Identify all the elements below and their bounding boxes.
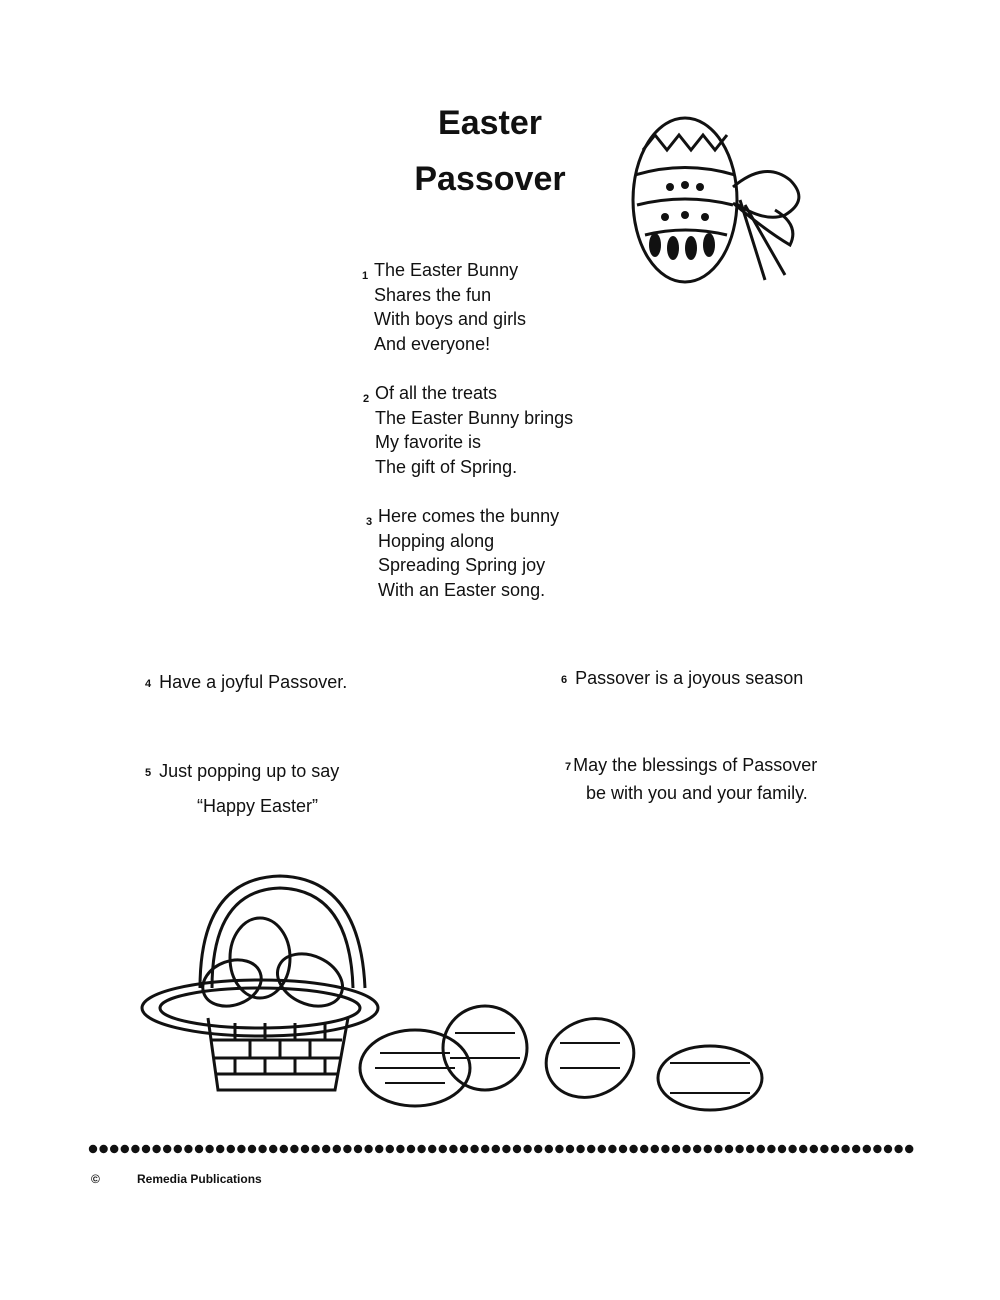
divider-dot	[820, 1145, 828, 1153]
verse-line: Shares the fun	[374, 284, 492, 305]
divider-dot	[566, 1145, 574, 1153]
divider-dot	[523, 1145, 531, 1153]
verse-2	[363, 381, 574, 479]
verse-number: 3	[366, 516, 373, 528]
divider-dot	[152, 1145, 160, 1153]
divider-dot	[788, 1145, 796, 1153]
divider-dot	[502, 1145, 510, 1153]
divider-dot	[269, 1145, 277, 1153]
divider-dot	[99, 1145, 107, 1153]
divider-dot	[470, 1145, 478, 1153]
divider-dot	[333, 1145, 341, 1153]
divider-dot	[131, 1145, 139, 1153]
message-7	[565, 753, 817, 806]
divider-dot	[555, 1145, 563, 1153]
divider-dot	[142, 1145, 150, 1153]
divider-dot	[587, 1145, 595, 1153]
divider-dot	[205, 1145, 213, 1153]
divider-dot	[651, 1145, 659, 1153]
verse-line: Spreading Spring joy	[378, 555, 546, 575]
divider-dot	[735, 1145, 743, 1153]
message-5	[145, 759, 339, 819]
divider-dot	[841, 1145, 849, 1153]
divider-dot	[258, 1145, 266, 1153]
verse-line: With an Easter song.	[378, 579, 546, 600]
divider-dot	[831, 1145, 839, 1153]
divider-dot	[534, 1145, 542, 1153]
divider-dot	[714, 1145, 722, 1153]
message-number: 5	[145, 767, 152, 779]
divider-dot	[428, 1145, 436, 1153]
message-number: 6	[561, 674, 568, 686]
divider-dot	[863, 1145, 871, 1153]
message-line: May the blessings of Passover	[573, 755, 818, 775]
verse-3	[366, 504, 560, 602]
message-line: Have a joyful Passover.	[159, 672, 348, 692]
divider-dot	[248, 1145, 256, 1153]
verse-line: Hopping along	[378, 530, 495, 551]
divider-dot	[672, 1145, 680, 1153]
divider-dot	[89, 1145, 97, 1153]
divider-dot	[301, 1145, 309, 1153]
divider-dot	[407, 1145, 415, 1153]
divider-dot	[322, 1145, 330, 1153]
message-number: 4	[145, 678, 152, 690]
verse-number: 1	[362, 270, 369, 282]
divider-dot	[513, 1145, 521, 1153]
divider-dot	[417, 1145, 425, 1153]
divider-dot	[873, 1145, 881, 1153]
divider-dot	[884, 1145, 892, 1153]
divider-dot	[163, 1145, 171, 1153]
verse-number: 2	[363, 393, 370, 405]
title-passover: Passover	[414, 160, 566, 198]
verse-line: With boys and girls	[374, 309, 527, 329]
divider-dot	[195, 1145, 203, 1153]
copyright-symbol: ©	[91, 1172, 100, 1186]
divider-dot	[693, 1145, 701, 1153]
divider-dot	[174, 1145, 182, 1153]
message-line: Just popping up to say	[159, 761, 340, 781]
divider-dot	[757, 1145, 765, 1153]
divider-dot	[810, 1145, 818, 1153]
message-6	[561, 666, 803, 694]
divider-dot	[640, 1145, 648, 1153]
divider-dot	[608, 1145, 616, 1153]
message-line: be with you and your family.	[586, 783, 808, 803]
divider-dot	[481, 1145, 489, 1153]
divider-dot	[799, 1145, 807, 1153]
verse-line: Here comes the bunny	[378, 506, 560, 526]
divider-dot	[576, 1145, 584, 1153]
divider-dot	[184, 1145, 192, 1153]
verse-line: The gift of Spring.	[375, 456, 518, 477]
verse-line: The Easter Bunny brings	[375, 407, 574, 428]
divider-dot	[629, 1145, 637, 1153]
dotted-divider	[88, 1142, 918, 1156]
divider-dot	[767, 1145, 775, 1153]
divider-dot	[778, 1145, 786, 1153]
divider-dot	[725, 1145, 733, 1153]
verse-line: The Easter Bunny	[374, 260, 519, 280]
divider-dot	[227, 1145, 235, 1153]
divider-dot	[746, 1145, 754, 1153]
title-easter: Easter	[438, 104, 542, 142]
message-line: “Happy Easter”	[197, 796, 319, 816]
message-line: Passover is a joyous season	[575, 668, 804, 688]
divider-dot	[290, 1145, 298, 1153]
divider-dot	[894, 1145, 902, 1153]
divider-dot	[354, 1145, 362, 1153]
divider-dot	[852, 1145, 860, 1153]
divider-dot	[598, 1145, 606, 1153]
divider-dot	[704, 1145, 712, 1153]
divider-dot	[280, 1145, 288, 1153]
message-number: 7	[565, 761, 572, 773]
divider-dot	[905, 1145, 913, 1153]
divider-dot	[619, 1145, 627, 1153]
verse-line: My favorite is	[375, 432, 482, 452]
verse-1	[362, 258, 527, 356]
divider-dot	[121, 1145, 129, 1153]
divider-dot	[396, 1145, 404, 1153]
divider-dot	[661, 1145, 669, 1153]
divider-dot	[375, 1145, 383, 1153]
divider-dot	[364, 1145, 372, 1153]
divider-dot	[216, 1145, 224, 1153]
egg-basket-illustration	[140, 868, 780, 1118]
divider-dot	[545, 1145, 553, 1153]
publisher-name: Remedia Publications	[137, 1172, 262, 1186]
divider-dot	[460, 1145, 468, 1153]
divider-dot	[386, 1145, 394, 1153]
divider-dot	[311, 1145, 319, 1153]
divider-dot	[439, 1145, 447, 1153]
divider-dot	[237, 1145, 245, 1153]
divider-dot	[492, 1145, 500, 1153]
verse-line: Of all the treats	[375, 383, 498, 403]
divider-dot	[110, 1145, 118, 1153]
divider-dot	[449, 1145, 457, 1153]
divider-dot	[343, 1145, 351, 1153]
verse-line: And everyone!	[374, 333, 491, 354]
message-4	[145, 670, 347, 698]
decorated-egg-illustration	[615, 105, 815, 295]
divider-dot	[682, 1145, 690, 1153]
